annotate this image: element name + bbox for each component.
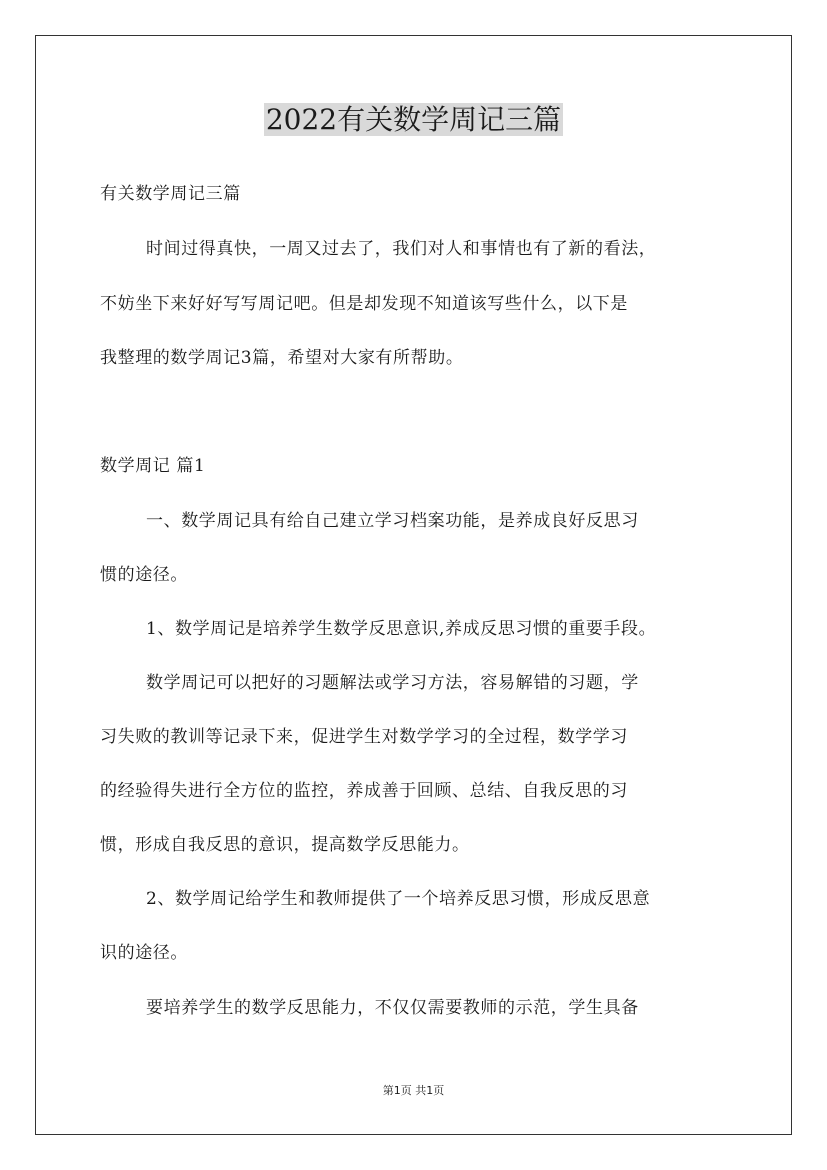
section-heading: 数学周记 篇1	[100, 456, 206, 476]
document-title: 2022有关数学周记三篇	[265, 103, 562, 136]
intro-line: 不妨坐下来好好写写周记吧。但是却发现不知道该写些什么，以下是	[100, 294, 628, 314]
intro-line: 我整理的数学周记3篇，希望对大家有所帮助。	[100, 348, 464, 368]
page-footer: 第1页 共1页	[382, 1084, 445, 1097]
document-title-wrapper	[0, 98, 827, 142]
intro-line: 时间过得真快，一周又过去了，我们对人和事情也有了新的看法，	[146, 239, 657, 259]
body-line: 数学周记可以把好的习题解法或学习方法，容易解错的习题，学	[146, 673, 639, 693]
body-line: 习失败的教训等记录下来，促进学生对数学学习的全过程，数学学习	[100, 727, 628, 747]
body-line: 要培养学生的数学反思能力，不仅仅需要教师的示范，学生具备	[146, 998, 639, 1018]
body-line: 识的途径。	[100, 943, 188, 963]
body-line: 2、数学周记给学生和教师提供了一个培养反思习惯，形成反思意	[146, 889, 651, 909]
body-line: 惯的途径。	[100, 565, 188, 585]
body-line: 1、数学周记是培养学生数学反思意识,养成反思习惯的重要手段。	[146, 619, 657, 639]
document-subtitle: 有关数学周记三篇	[100, 184, 241, 204]
body-line: 的经验得失进行全方位的监控，养成善于回顾、总结、自我反思的习	[100, 781, 628, 801]
body-line: 一、数学周记具有给自己建立学习档案功能，是养成良好反思习	[146, 511, 639, 531]
body-line: 惯，形成自我反思的意识，提高数学反思能力。	[100, 835, 470, 855]
